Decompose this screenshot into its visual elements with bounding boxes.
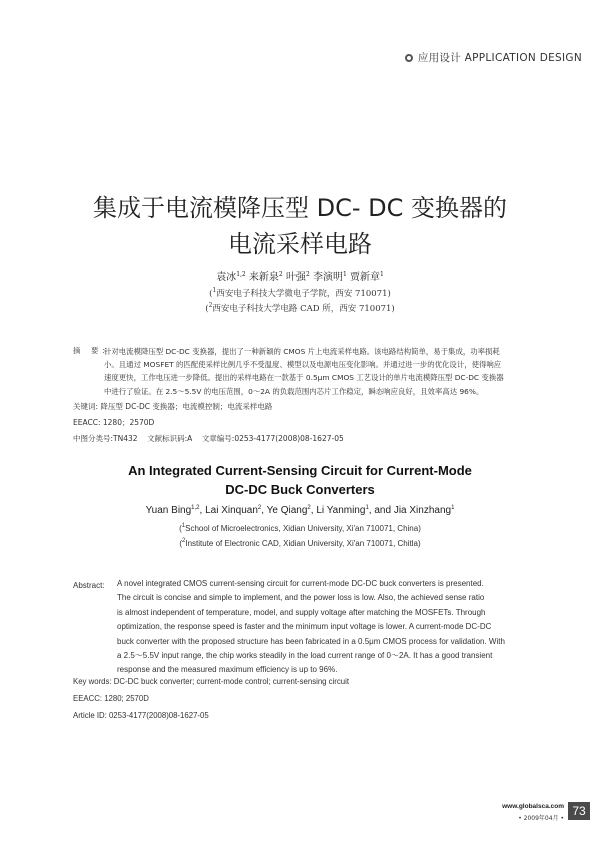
en-abstract	[117, 577, 557, 678]
en-eeacc-label: EEACC:	[73, 694, 103, 703]
cn-author: 贾新章$^1$	[349, 271, 384, 283]
en-affiliation-1: ($^1$School of Microelectronics, Xidian University, Xi'an 710071, China)	[179, 523, 421, 533]
cn-affiliation-1: ($^1$西安电子科技大学微电子学院，西安 710071)	[209, 287, 391, 299]
cn-clc-value: TN432	[113, 434, 138, 443]
cn-eeacc	[73, 416, 154, 429]
cn-title-line1: 集成于电流模降压型 DC- DC 变换器的	[92, 194, 508, 222]
cn-authors	[0, 268, 600, 283]
cn-classification	[73, 432, 344, 445]
en-eeacc-value: 1280; 2570D	[104, 694, 149, 703]
cn-abstract-line: 速度更快，工作电压进一步降低。提出的采样电路在一款基于 0.5μm CMOS 工艺设计的单片电流模降压型 DC-DC 变换器	[104, 373, 504, 383]
section-tag	[405, 50, 582, 65]
en-abstract-label: Abstract:	[73, 581, 105, 590]
cn-affiliation-2: ($^2$西安电子科技大学电路 CAD 所，西安 710071)	[205, 302, 395, 314]
en-abstract-line: optimization, the response speed is faster and the minimum input voltage is lower. A current-mode DC-DC	[117, 622, 492, 632]
en-keywords-label: Key words:	[73, 677, 112, 686]
en-author: Jia Xinzhang$^1$	[393, 505, 455, 516]
cn-keywords	[73, 400, 272, 413]
en-article-id-value: 0253-4177(2008)08-1627-05	[108, 711, 209, 720]
en-author: Ye Qiang$^2$	[266, 505, 311, 516]
en-keywords	[73, 677, 349, 686]
cn-title-line2: 电流采样电路	[228, 230, 372, 258]
cn-eeacc-value: 1280；2570D	[102, 418, 155, 427]
footer-url: www.globalsca.com	[502, 803, 564, 810]
en-author: Yuan Bing$^{1,2}$	[145, 505, 200, 516]
cn-article-no-value: 0253-4177(2008)08-1627-05	[234, 434, 344, 443]
cn-author: 袁冰$^{1,2}$	[216, 271, 246, 283]
cn-author: 李演明$^1$	[312, 271, 347, 283]
section-tag-text: 应用设计 APPLICATION DESIGN	[417, 52, 582, 64]
cn-keywords-label: 关键词:	[73, 402, 99, 411]
cn-abstract-line: 中进行了验证。在 2.5～5.5V 的电压范围，0～2A 的负载范围内芯片工作稳定，瞬态响应良好，且效率高达 96%。	[104, 386, 484, 396]
cn-keywords-value: 降压型 DC-DC 变换器；电流模控制；电流采样电路	[100, 402, 273, 411]
en-author: Lai Xinquan$^2$	[205, 505, 262, 516]
en-abstract-line: a 2.5～5.5V input range, the chip works steadily in the load current range of 0～2A. It has a good transient	[117, 651, 493, 661]
cn-article-no-label: 文章编号:	[201, 434, 235, 443]
en-abstract-line: The circuit is concise and simple to implement, and the power loss is low. Also, the achieved sense ratio	[117, 593, 485, 603]
en-keywords-value: DC-DC buck converter; current-mode control; current-sensing circuit	[113, 677, 350, 686]
cn-abstract-line: 针对电流模降压型 DC-DC 变换器，提出了一种新颖的 CMOS 片上电流采样电路。该电路结构简单，易于集成，功率损耗	[104, 347, 500, 356]
cn-author: 叶强$^2$	[285, 271, 310, 283]
cn-eeacc-label: EEACC:	[73, 418, 101, 427]
circle-bullet-icon	[405, 54, 413, 62]
footer-date-text: 2009年04月	[523, 815, 559, 822]
en-abstract-line: buck converter with the proposed structure has been fabricated in a 0.5μm CMOS process for validation. With	[117, 636, 505, 646]
en-abstract-line: A novel integrated CMOS current-sensing circuit for current-mode DC-DC buck converters is presented.	[117, 579, 484, 588]
page-number: 73	[568, 802, 590, 820]
cn-author: 来新泉$^2$	[248, 271, 283, 283]
en-affiliation-2: ($^2$Institute of Electronic CAD, Xidian University, Xi'an 710071, Chitla)	[179, 538, 421, 548]
en-author: Li Yanming$^1$	[316, 505, 369, 516]
cn-doc-code-value: A	[187, 434, 193, 443]
en-eeacc	[73, 694, 149, 703]
en-article-id	[73, 711, 209, 720]
en-authors: Yuan Bing$^{1,2}$, Lai Xinquan$^2$, Ye Qiang$^2$, Li Yanming$^1$, and Jia Xinzhang$^1$	[145, 505, 455, 516]
cn-abstract	[104, 345, 556, 398]
cn-clc-label: 中图分类号:	[73, 434, 114, 443]
en-article-id-label: Article ID:	[73, 711, 107, 720]
cn-abstract-line: 小。且通过 MOSFET 的匹配使采样比例几乎不受温度、模型以及电源电压变化影响。并通过进一步的优化设计，使得响应	[104, 360, 502, 370]
en-abstract-line: is almost independent of temperature, model, and supply voltage after matching the MOSFETs. Through	[117, 607, 486, 617]
en-abstract-line: response and the measured maximum efficiency is up to 96%.	[117, 665, 338, 675]
footer-date: • 2009年04月 •	[518, 815, 564, 822]
cn-abstract-label: 摘 要:	[73, 346, 109, 355]
en-title-line2: DC-DC Buck Converters	[225, 482, 375, 497]
cn-doc-code-label: 文献标识码:	[147, 434, 188, 443]
en-title-line1: An Integrated Current-Sensing Circuit for Current-Mode	[128, 463, 472, 478]
